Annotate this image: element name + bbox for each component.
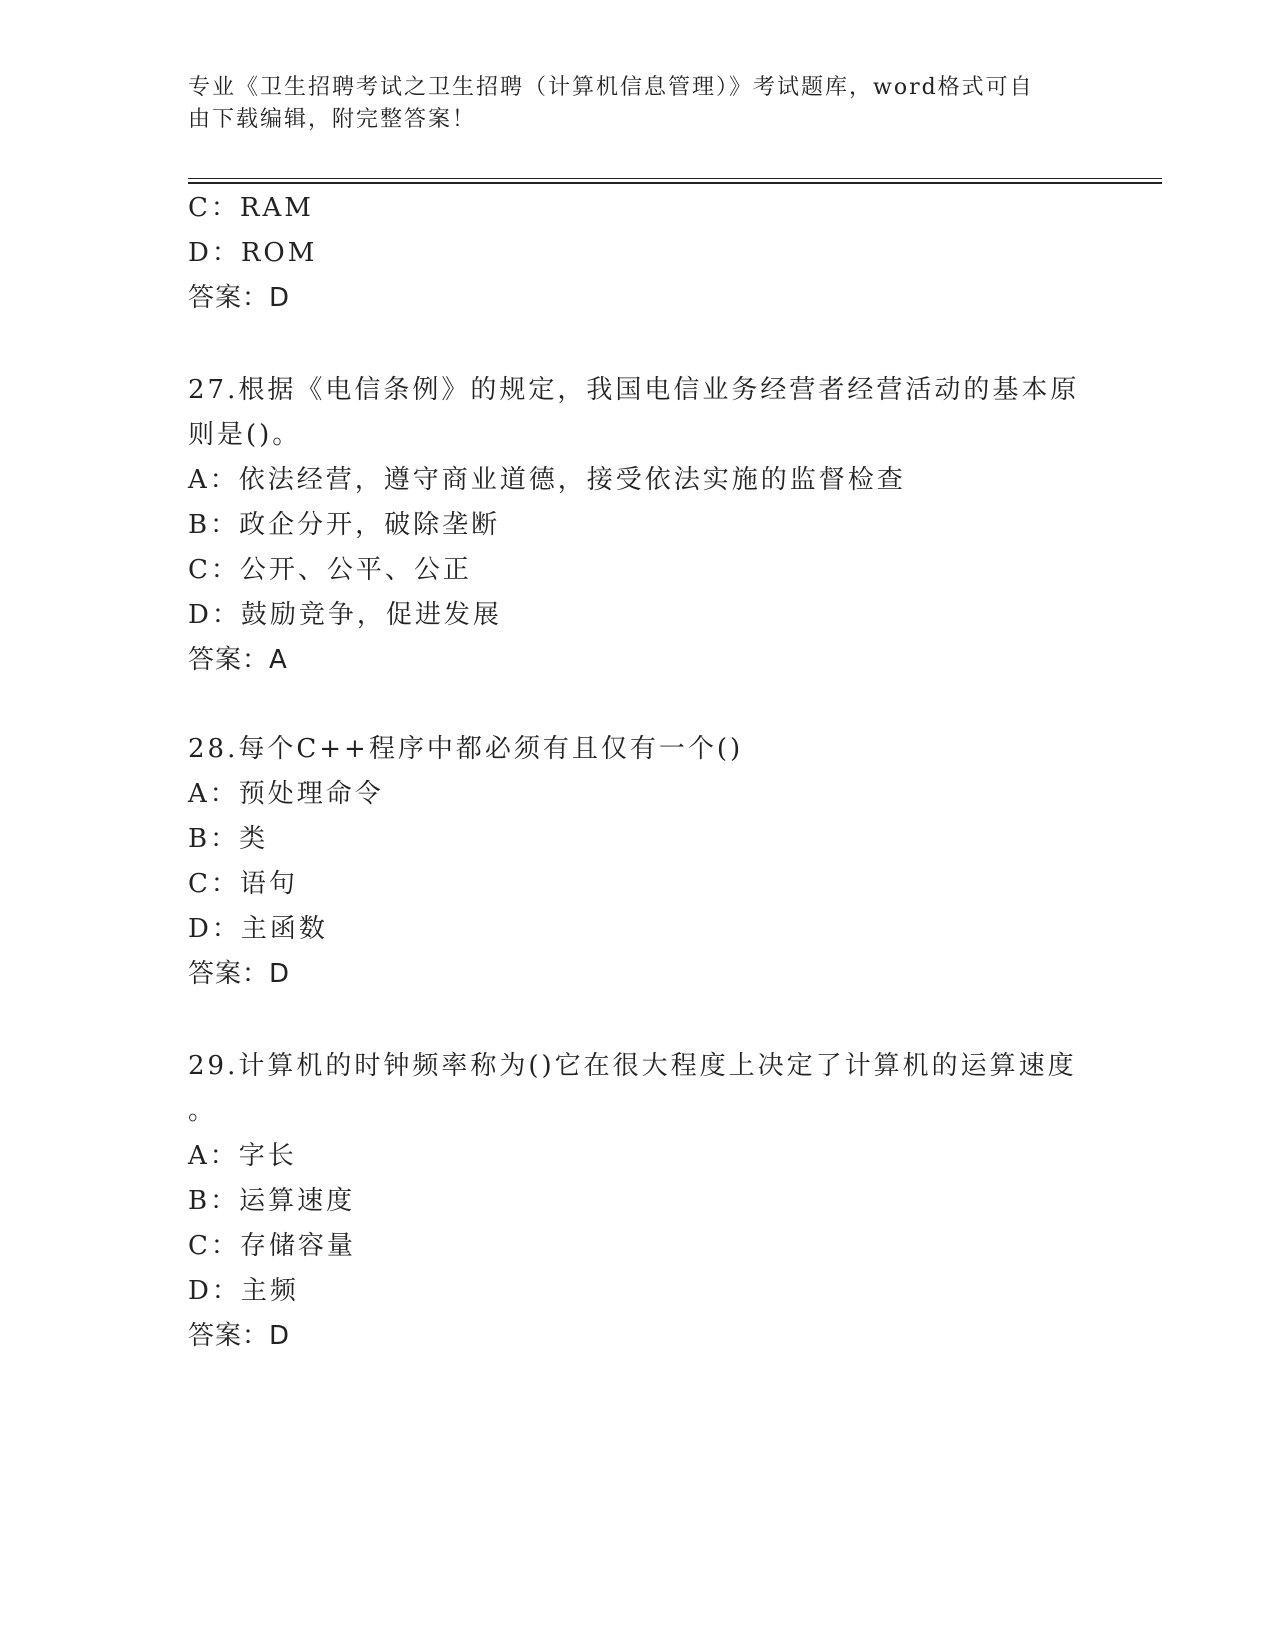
header-line-1: 专业《卫生招聘考试之卫生招聘（计算机信息管理）》考试题库，word格式可自 xyxy=(188,75,1034,100)
question-28-option-d: D：主函数 xyxy=(188,914,328,944)
header-rule-thick xyxy=(188,182,1162,184)
document-header xyxy=(188,72,1068,136)
question-28-stem: 28.每个C++程序中都必须有且仅有一个() xyxy=(188,734,744,764)
question-27-stem-cont: 则是()。 xyxy=(188,420,302,450)
option-c: C：RAM xyxy=(188,193,314,223)
question-29-option-a: A：字长 xyxy=(188,1141,297,1171)
question-29-option-c: C：存储容量 xyxy=(188,1231,356,1261)
question-29-answer: 答案：D xyxy=(188,1321,291,1351)
question-29-option-b: B：运算速度 xyxy=(188,1186,356,1216)
question-28-answer: 答案：D xyxy=(188,959,291,989)
question-27-option-a: A：依法经营，遵守商业道德，接受依法实施的监督检查 xyxy=(188,465,906,495)
question-27-option-b: B：政企分开，破除垄断 xyxy=(188,510,501,540)
question-28-option-a: A：预处理命令 xyxy=(188,779,384,809)
question-28-option-c: C：语句 xyxy=(188,869,298,899)
question-29-stem: 29.计算机的时钟频率称为()它在很大程度上决定了计算机的运算速度 xyxy=(188,1051,1077,1081)
question-29-option-d: D：主频 xyxy=(188,1276,299,1306)
question-29-stem-cont: 。 xyxy=(188,1096,218,1126)
question-27-option-d: D：鼓励竞争，促进发展 xyxy=(188,600,502,630)
option-d: D：ROM xyxy=(188,238,318,268)
question-27-stem: 27.根据《电信条例》的规定，我国电信业务经营者经营活动的基本原 xyxy=(188,375,1080,405)
header-rule-thin xyxy=(188,178,1162,179)
question-27-option-c: C：公开、公平、公正 xyxy=(188,555,472,585)
header-line-2: 由下载编辑，附完整答案！ xyxy=(188,107,477,132)
question-28-option-b: B：类 xyxy=(188,824,269,854)
question-27-answer: 答案：A xyxy=(188,645,288,675)
answer: 答案：D xyxy=(188,283,291,313)
